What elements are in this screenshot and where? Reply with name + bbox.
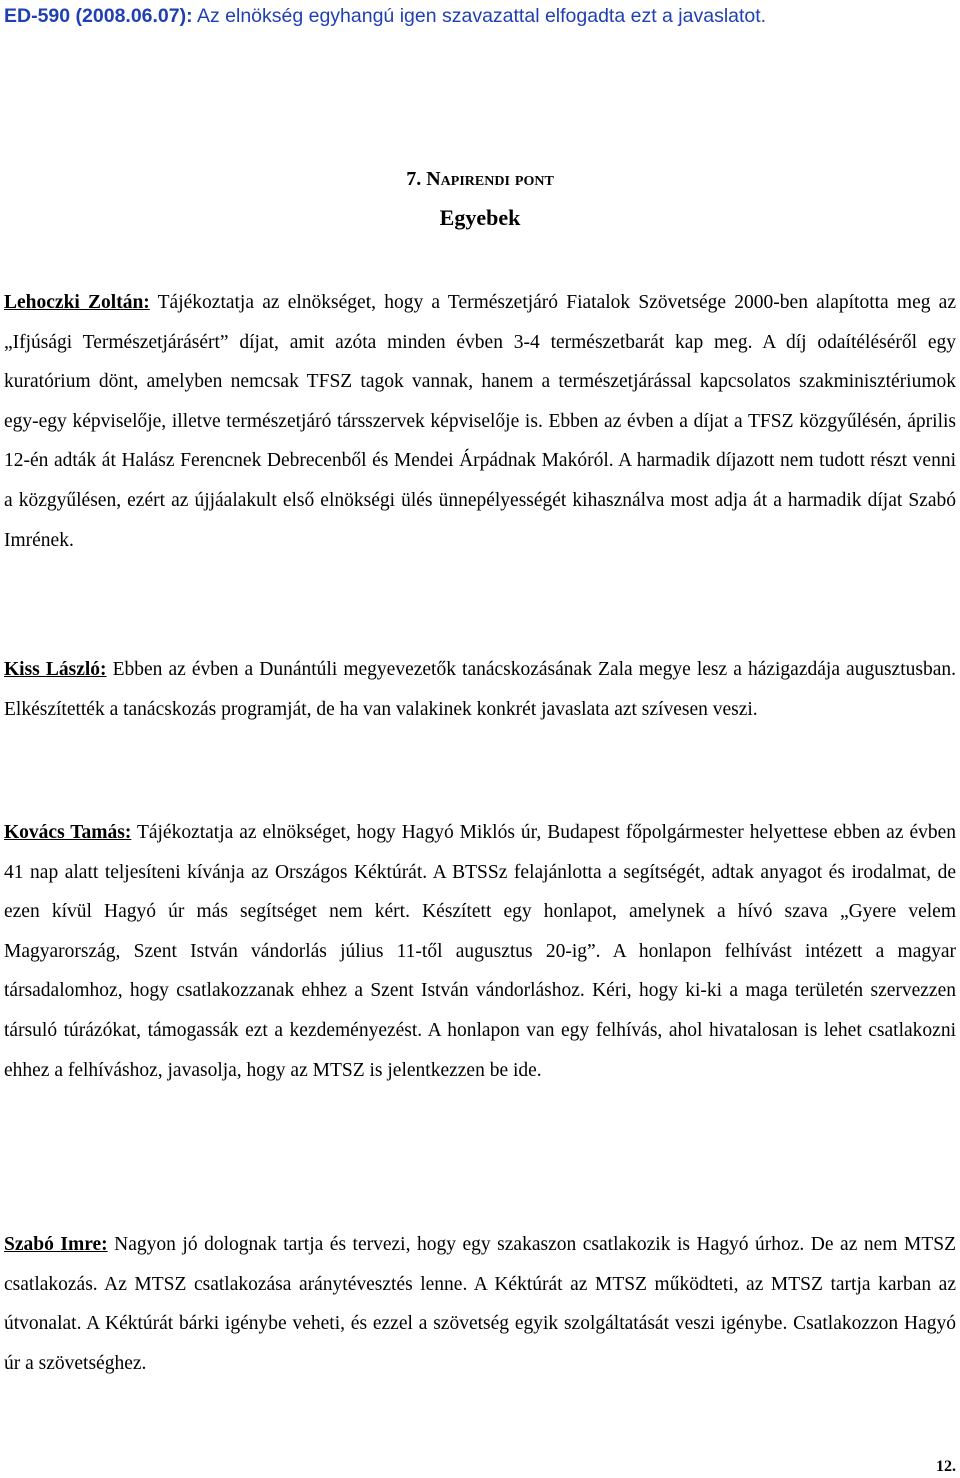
paragraph-text: Tájékoztatja az elnökséget, hogy Hagyó Miklós úr, Budapest főpolgármester helyettese ebben az évben 41 nap alatt teljesíteni kívánja az Országos Kéktúrát. A BTSSz felajánlotta a segítségét, adtak anyagot és irodalmat, de ezen kívül Hagyó úr más segítséget nem kért. Készített egy honlapot, amelynek a hívó szava „Gyere velem Magyarország, Szent István vándorlás július 11-től augusztus 20-ig”. A honlapon felhívást intézett a magyar társadalomhoz, hogy csatlakozzanak ehhez a Szent István vándorláshoz. Kéri, hogy ki-ki a maga területén szervezzen társuló túrázókat, támogassák ezt a kezdeményezést. A honlapon van egy felhívás, ahol hivatalosan is lehet csatlakozni ehhez a felhíváshoz, javasolja, hogy az MTSZ is jelentkezzen be ide.: [4, 822, 957, 1081]
agenda-point-heading: [4, 164, 956, 194]
decision-text: Az elnökség egyhangú igen szavazattal elfogadta ezt a javaslatot.: [192, 5, 767, 27]
page-number: 12.: [936, 1458, 956, 1475]
speaker-name: Lehoczki Zoltán:: [4, 292, 150, 313]
paragraph-szabo: [4, 1225, 956, 1383]
paragraph-kiss: [4, 650, 956, 729]
paragraph-lehoczki: [4, 283, 956, 560]
agenda-title: Napirendi pont: [426, 168, 554, 190]
speaker-name: Kovács Tamás:: [4, 822, 132, 843]
decision-reference: ED-590 (2008.06.07):: [4, 5, 193, 27]
paragraph-kovacs: [4, 813, 956, 1090]
agenda-subtitle: Egyebek: [439, 205, 521, 230]
agenda-number: 7.: [406, 168, 427, 190]
speaker-name: Szabó Imre:: [4, 1234, 108, 1255]
paragraph-text: Tájékoztatja az elnökséget, hogy a Természetjáró Fiatalok Szövetsége 2000-ben alapította meg az „Ifjúsági Természetjárásért” díjat, amit azóta minden évben 3-4 természetbarát kap meg. A díj odaítéléséről egy kuratórium dönt, amelyben nemcsak TFSZ tagok vannak, hanem a természetjárással kapcsolatos szakminisztériumok egy-egy képviselője, illetve természetjáró társszervek képviselője is. Ebben az évben a díjat a TFSZ közgyűlésén, április 12-én adták át Halász Ferencnek Debrecenből és Mendei Árpádnak Makóról. A harmadik díjazott nem tudott részt venni a közgyűlésen, ezért az újjáalakult első elnökségi ülés ünnepélyességét kihasználva most adja át a harmadik díjat Szabó Imrének.: [4, 292, 956, 551]
speaker-name: Kiss László:: [4, 659, 107, 680]
decision-line: [4, 4, 956, 28]
paragraph-text: Ebben az évben a Dunántúli megyevezetők tanácskozásának Zala megye lesz a házigazdája augusztusban. Elkészítették a tanácskozás programját, de ha van valakinek konkrét javaslata azt szívesen veszi.: [4, 659, 956, 720]
paragraph-text: Nagyon jó dolognak tartja és tervezi, hogy egy szakaszon csatlakozik is Hagyó úrhoz. De az nem MTSZ csatlakozás. Az MTSZ csatlakozása aránytévesztés lenne. A Kéktúrát az MTSZ működteti, az MTSZ tartja karban az útvonalat. A Kéktúrát bárki igénybe veheti, és ezzel a szövetség egyik szolgáltatását veszi igénybe. Csatlakozzon Hagyó úr a szövetséghez.: [4, 1234, 956, 1374]
